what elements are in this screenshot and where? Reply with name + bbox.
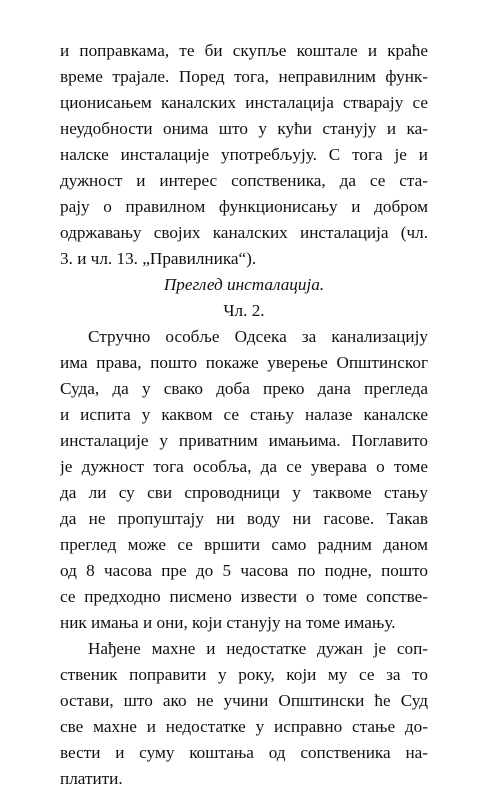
text-line: вести и суму коштања од сопственика на- (60, 743, 428, 762)
text-line: Нађене махне и недостатке дужан је соп- (88, 639, 428, 658)
text-line: неудобности онима што у кући станују и ка- (60, 119, 428, 138)
text-line: да ли су сви спроводници у таквоме стању (60, 483, 428, 502)
text-line: и поправкама, те би скупље коштале и краће (60, 41, 428, 60)
text-line: има права, пошто покаже уверење Општинског (60, 353, 428, 372)
text-line: све махне и недостатке у исправно стање до- (60, 717, 428, 736)
text-line: преглед може се вршити само радним даном (60, 535, 428, 554)
text-line: ник имања и они, који станују на томе имању. (60, 613, 396, 632)
text-line: је дужност тога особља, да се уверава о томе (60, 457, 428, 476)
text-line: остави, што ако не учини Општински ће Суд (60, 691, 428, 710)
section-title: Преглед инсталација. (163, 275, 325, 294)
text-line: да не пропуштају ни воду ни гасове. Такав (60, 509, 428, 528)
paragraph-3 (60, 636, 428, 792)
article-number: Чл. 2. (223, 301, 265, 320)
paragraph-2 (60, 324, 428, 636)
text-line: ционисањем каналских инсталација стварају се (60, 93, 428, 112)
text-line: време трајале. Поред тога, неправилним функ- (60, 67, 428, 86)
text-line: се предходно писмено извести о томе сопстве- (60, 587, 428, 606)
text-line: Стручно особље Одсека за канализацију (88, 327, 428, 346)
text-line: инсталације у приватним имањима. Поглавито (60, 431, 428, 450)
text-line: одржавању својих каналских инсталација (чл. (60, 223, 428, 242)
text-line: ственик поправити у року, који му се за то (60, 665, 428, 684)
text-line: Суда, да у свако доба преко дана прегледа (60, 379, 428, 398)
text-line: и испита у каквом се стању налазе каналске (60, 405, 428, 424)
text-line: 3. и чл. 13. „Правилника“). (60, 249, 257, 268)
paragraph-1 (60, 38, 428, 272)
text-line: платити. (60, 769, 123, 788)
text-line: налске инсталације употребљују. С тога је и (60, 145, 428, 164)
text-line: рају о правилном функционисању и добром (60, 197, 428, 216)
text-line: од 8 часова пре до 5 часова по подне, пошто (60, 561, 428, 580)
text-line: дужност и интерес сопственика, да се ста- (60, 171, 428, 190)
